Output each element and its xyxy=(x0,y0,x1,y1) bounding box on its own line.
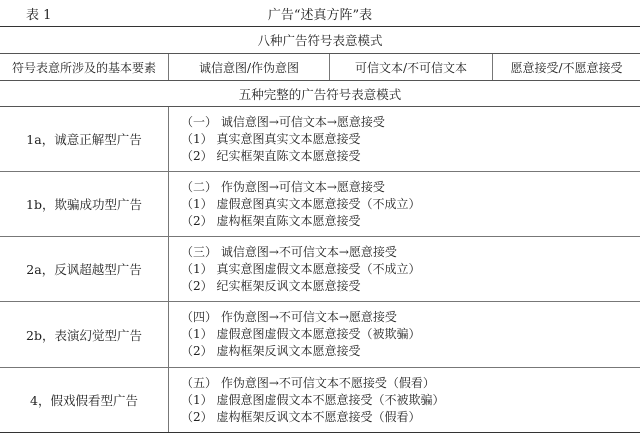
row-type: 4，假戏假看型广告 xyxy=(0,368,169,432)
table-row xyxy=(0,302,640,368)
row-line: （2） 虚构框架反讽文本不愿意接受（假看） xyxy=(181,409,421,424)
row-line: （1） 虚假意图虚假文本不愿意接受（不被欺骗） xyxy=(181,392,445,407)
table-row xyxy=(0,172,640,237)
row-line: （一） 诚信意图→可信文本→愿意接受 xyxy=(181,114,385,129)
row-line: （四） 作伪意图→不可信文本→愿意接受 xyxy=(181,310,397,324)
row-line: （1） 虚假意图虚假文本愿意接受（被欺骗） xyxy=(181,327,421,341)
row-description xyxy=(169,107,640,171)
section1-title: 八种广告符号表意模式 xyxy=(0,27,640,54)
row-description xyxy=(169,368,640,432)
table-row xyxy=(0,368,640,433)
row-type: 2a，反讽超越型广告 xyxy=(0,237,169,301)
row-type: 1a，诚意正解型广告 xyxy=(0,107,169,171)
row-line: （2） 纪实框架直陈文本愿意接受 xyxy=(181,148,361,163)
row-line: （2） 纪实框架反讽文本愿意接受 xyxy=(181,278,361,293)
row-type: 1b，欺骗成功型广告 xyxy=(0,172,169,236)
row-line: （2） 虚构框架直陈文本愿意接受 xyxy=(181,213,361,228)
table-row xyxy=(0,107,640,172)
row-line: （三） 诚信意图→不可信文本→愿意接受 xyxy=(181,244,397,259)
element-text: 可信文本/不可信文本 xyxy=(329,54,492,80)
table-number: 表 1 xyxy=(26,8,52,23)
row-description xyxy=(169,237,640,301)
row-line: （2） 虚构框架反讽文本愿意接受 xyxy=(181,344,361,358)
row-line: （1） 真实意图真实文本愿意接受 xyxy=(181,131,361,146)
element-acceptance: 愿意接受/不愿意接受 xyxy=(492,54,640,80)
advertising-table xyxy=(0,26,640,435)
section2-title: 五种完整的广告符号表意模式 xyxy=(0,81,640,107)
row-description xyxy=(169,302,640,367)
row-type: 2b，表演幻觉型广告 xyxy=(0,302,169,367)
row-line: （五） 作伪意图→不可信文本不愿接受（假看） xyxy=(181,375,435,390)
table-caption xyxy=(0,0,640,24)
table-row xyxy=(0,237,640,302)
row-description xyxy=(169,172,640,236)
elements-row xyxy=(0,54,640,81)
element-intent: 诚信意图/作伪意图 xyxy=(168,54,329,80)
row-line: （1） 真实意图虚假文本愿意接受（不成立） xyxy=(181,261,421,276)
row-line: （二） 作伪意图→可信文本→愿意接受 xyxy=(181,179,385,194)
table-title: 广告“述真方阵”表 xyxy=(267,8,373,23)
row-line: （1） 虚假意图真实文本愿意接受（不成立） xyxy=(181,196,421,211)
elements-label: 符号表意所涉及的基本要素 xyxy=(11,60,156,75)
